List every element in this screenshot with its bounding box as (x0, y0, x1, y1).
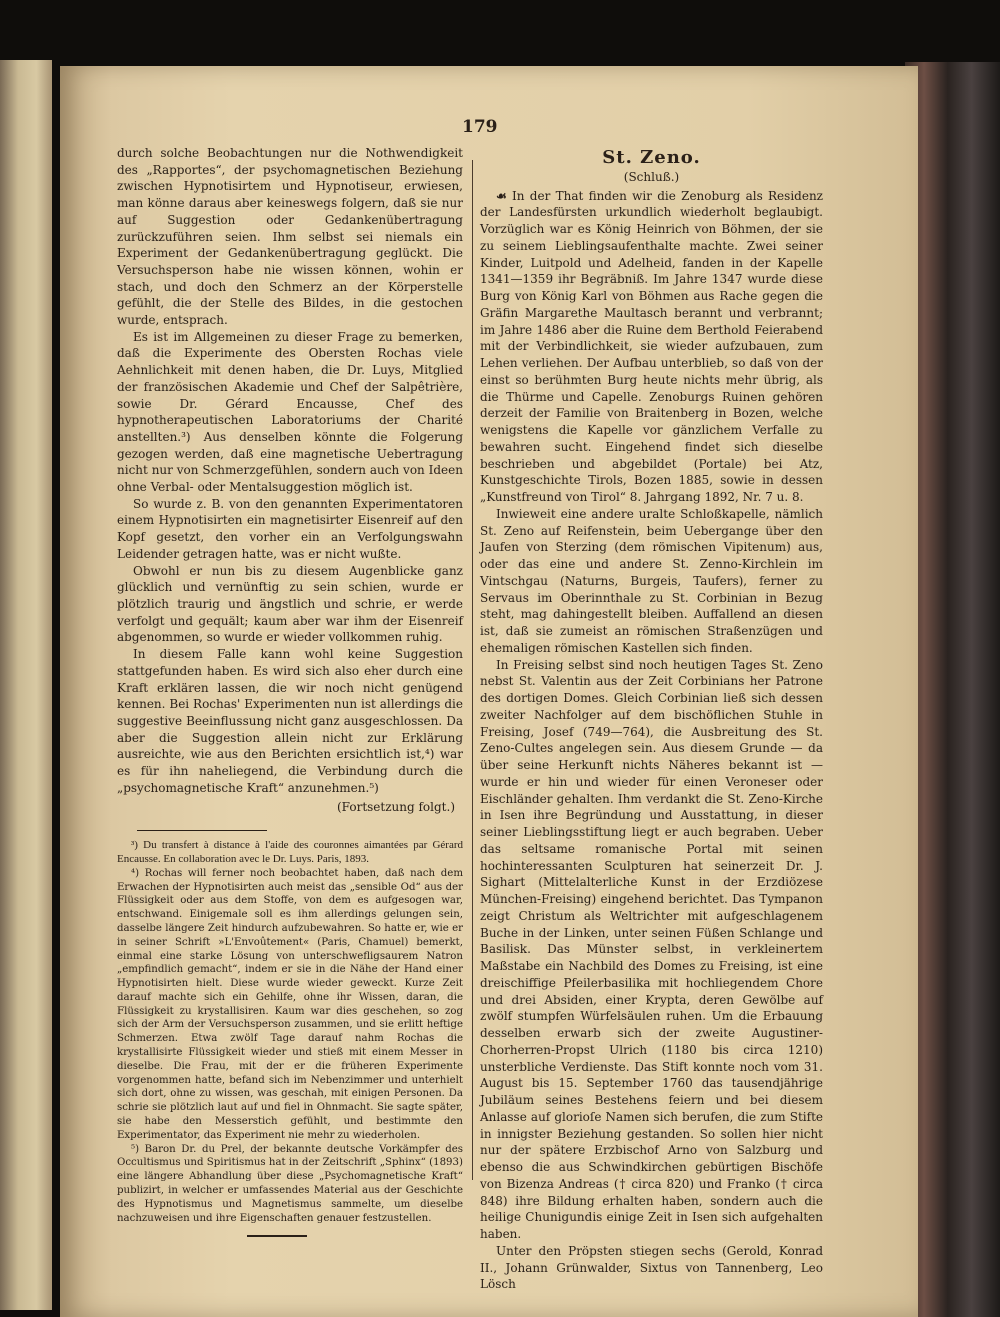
right-paragraph-2: Inwieweit eine andere uralte Schloßkapelle, nämlich St. Zeno auf Reifenstein, beim Uebergange über den Jaufen von Sterzing (dem römischen Vipitenum) aus, oder das eine und andere St. Zenno-Kirchlein im Vintschgau (Naturns, Burgeis, Taufers), ferner zu Servaus im Oberinnthale zu St. Corbinian in Bezug steht, mag dahingestellt bleiben. Auffallend an diesen ist, daß sie zumeist an römischen Straßenzügen und ehemaligen römischen Kastellen sich finden. (480, 506, 823, 655)
right-paragraph-1 (480, 188, 823, 506)
footnotes (117, 839, 463, 1225)
left-paragraph-3: So wurde z. B. von den genannten Experimentatoren einem Hypnotisirten ein magnetisirter Eisenreif auf den Kopf gesetzt, den vorher ein an Verfolgungswahn Leidender getragen hatte, was er nicht wußte. (117, 496, 463, 561)
previous-page-edge (0, 60, 52, 1310)
right-paragraph-1-text: In der That finden wir die Zenoburg als Residenz der Landesfürsten urkundlich wiederholt beglaubigt. Vorzüglich war es König Heinrich von Böhmen, der sie zu seinem Lieblingsaufenthalte machte. Zwei seiner Kinder, Luitpold und Adelheid, fanden in der Kapelle 1341—1359 ihr Begräbniß. Im Jahre 1347 wurde diese Burg von König Karl von Böhmen aus Rache gegen die Gräfin Margarethe Maultasch berannt und verbrannt; im Jahre 1486 aber die Ruine dem Berthold Feierabend mit der Verbindlichkeit, sie wieder aufzubauen, zum Lehen verliehen. Der Aufbau unterblieb, so daß von der einst so berühmten Burg heute nichts mehr übrig, als die Thürme und Capelle. Zenoburgs Ruinen gehören derzeit der Familie von Braitenberg in Bozen, welche wenigstens die Kapelle vor gänzlichem Verfalle zu bewahren sucht. Eingehend findet sich dieselbe beschrieben und abgebildet (Portale) bei Atz, Kunstgeschichte Tirols, Bozen 1885, sowie in dessen „Kunstfreund von Tirol“ 8. Jahrgang 1892, Nr. 7 u. 8. (480, 188, 823, 504)
continued-note: (Fortsetzung folgt.) (337, 800, 455, 815)
fleuron-icon: ☙ (496, 188, 507, 203)
left-paragraph-4: Obwohl er nun bis zu diesem Augenblicke ganz glücklich und vernünftig zu sein schien, wurde er plötzlich traurig und ängstlich und schrie, er werde verfolgt und gequält; kaum aber war ihm der Eisenreif abgenommen, so wurde er wieder vollkommen ruhig. (117, 563, 463, 645)
left-column (117, 145, 463, 1237)
footnote-4: ⁴) Rochas will ferner noch beobachtet haben, daß nach dem Erwachen der Hypnotisirten auch meist das „sensible Od“ aus der Flüssigkeit oder aus dem Stoffe, von dem es aufgesogen war, entschwand. Einigemale soll es ihm allerdings gelungen sein, dasselbe längere Zeit hindurch aufzubewahren. So hatte er, wie er in seiner Schrift »L'Envoûtement« (Paris, Chamuel) bemerkt, einmal eine starke Lösung von unterschwefligsaurem Natron „empfindlich gemacht“, indem er sie in die Nähe der Hand einer Hypnotisirten hielt. Diese wurde wieder geweckt. Kurze Zeit darauf machte sich ein Gehilfe, ohne ihr Wissen, daran, die Flüssigkeit zu krystallisiren. Kaum war dies geschehen, so zog sich der Arm der Versuchsperson zusammen, und sie erlitt heftige Schmerzen. Etwa zwölf Tage darauf nahm Rochas die krystallisirte Flüssigkeit wieder und stieß mit einem Messer in dieselbe. Die Frau, mit der er die früheren Experimente vorgenommen hatte, befand sich im Nebenzimmer und unterhielt sich dort, ohne zu wissen, was geschah, mit einigen Personen. Da schrie sie plötzlich laut auf und fiel in Ohnmacht. Sie sagte später, sie habe den Messerstich gefühlt, und bestimmte den Experimentator, das Experiment nie mehr zu wiederholen. (117, 867, 463, 1141)
right-paragraph-4: Unter den Pröpsten stiegen sechs (Gerold, Konrad II., Johann Grünwalder, Sixtus von Tannenberg, Leo Lösch (480, 1243, 823, 1292)
left-paragraph-1: durch solche Beobachtungen nur die Nothwendigkeit des „Rapportes“, der psychomagnetischen Beziehung zwischen Hypnotisirtem und Hypnotiseur, erwiesen, man könne daraus aber keineswegs folgern, daß sie nur auf Suggestion oder Gedankenübertragung zurückzuführen seien. Ihm selbst sei niemals ein Experiment der Gedankenübertragung geglückt. Die Versuchsperson habe nie wissen können, wohin er stach, und doch den Schmerz an der Körperstelle gefühlt, die der Stelle des Bildes, in die gestochen wurde, entsprach. (117, 146, 463, 328)
left-paragraph-2: Es ist im Allgemeinen zu dieser Frage zu bemerken, daß die Experimente des Obersten Rochas viele Aehnlichkeit mit denen haben, die Dr. Luys, Mitglied der französischen Akademie und Chef der Salpêtrière, sowie Dr. Gérard Encausse, Chef des hypnotherapeutischen Laboratoriums der Charité anstellten.³) Aus denselben könnte die Folgerung gezogen werden, daß eine magnetische Uebertragung nicht nur von Schmerzgefühlen, sondern auch von Ideen ohne Verbal- oder Mentalsuggestion möglich ist. (117, 329, 463, 495)
book-cover-edge (905, 62, 1000, 1317)
article-subtitle: (Schluß.) (623, 169, 680, 184)
footnote-3: ³) Du transfert à distance à l'aide des couronnes aimantées par Gérard Encausse. En collaboration avec le Dr. Luys. Paris, 1893. (117, 839, 463, 865)
end-rule (247, 1235, 307, 1237)
right-column (480, 147, 823, 1293)
page-number: 179 (462, 117, 498, 137)
footnote-5: ⁵) Baron Dr. du Prel, der bekannte deutsche Vorkämpfer des Occultismus und Spiritismus hat in der Zeitschrift „Sphinx“ (1893) eine längere Abhandlung über diese „Psychomagnetische Kraft“ publizirt, in welcher er umfassendes Material aus der Geschichte des Hypnotismus und Magnetismus sammelte, um dieselbe nachzuweisen und ihre Eigenschaften genauer festzustellen. (117, 1143, 463, 1224)
right-paragraph-3: In Freising selbst sind noch heutigen Tages St. Zeno nebst St. Valentin aus der Zeit Corbinians her Patrone des dortigen Domes. Gleich Corbinian ließ sich dessen zweiter Nachfolger auf dem bischöflichen Stuhle in Freising, Josef (749—764), die Ausbreitung des St. Zeno-Cultes angelegen sein. Aus diesem Grunde — da über seine Herkunft nichts Näheres bekannt ist — wurde er hin und wieder für einen Veroneser oder Eischländer gehalten. Ihm verdankt die St. Zeno-Kirche in Isen ihre Begründung und Ausstattung, in dieser seiner Lieblingsstiftung liegt er auch begraben. Ueber das seltsame romanische Portal mit seinen hochinteressanten Sculpturen hat seinerzeit Dr. J. Sighart (Mittelalterliche Kunst in der Erzdiözese München-Freising) eingehend berichtet. Das Tympanon zeigt Christum als Weltrichter mit aufgeschlagenem Buche in der Linken, unter seinen Füßen Schlange und Basilisk. Das Münster selbst, in verkleinertem Maßstabe ein Nachbild des Domes zu Freising, ist eine dreischiffige Pfeilerbasilika mit hochliegendem Chore und drei Absiden, einer Krypta, deren Gewölbe auf zwölf stumpfen Würfelsäulen ruhen. Um die Erbauung desselben erwarb sich der zweite Augustiner-Chorherren-Propst Ulrich (1180 bis circa 1210) unsterbliche Verdienste. Das Stift konnte noch vom 31. August bis 15. September 1760 das tausendjährige Jubiläum seines Bestehens feiern und bei diesem Anlasse auf glorioſe Namen sich berufen, die zum Stifte in innigster Beziehung gestanden. So sollen hier nicht nur der spätere Erzbischof Arno von Salzburg und ebenso die aus Schwindkirchen gebürtigen Bischöfe von Bizenza Andreas († circa 820) und Franko († circa 848) ihre Bildung erhalten haben, sondern auch die heilige Chunigundis einige Zeit in Isen sich aufgehalten haben. (480, 657, 823, 1241)
left-paragraph-5: In diesem Falle kann wohl keine Suggestion stattgefunden haben. Es wird sich also eher durch eine Kraft erklären lassen, die wir noch nicht genügend kennen. Bei Rochas' Experimenten nun ist allerdings die suggestive Beeinflussung nicht ganz ausgeschlossen. Da aber die Suggestion allein nicht zur Erklärung ausreichte, wie aus den Berichten ersichtlich ist,⁴) war es für ihn naheliegend, die Verbindung durch die „psychomagnetische Kraft“ anzunehmen.⁵) (117, 647, 463, 795)
article-title: St. Zeno. (602, 147, 701, 168)
footnote-rule (137, 830, 267, 831)
column-divider (472, 160, 473, 1180)
